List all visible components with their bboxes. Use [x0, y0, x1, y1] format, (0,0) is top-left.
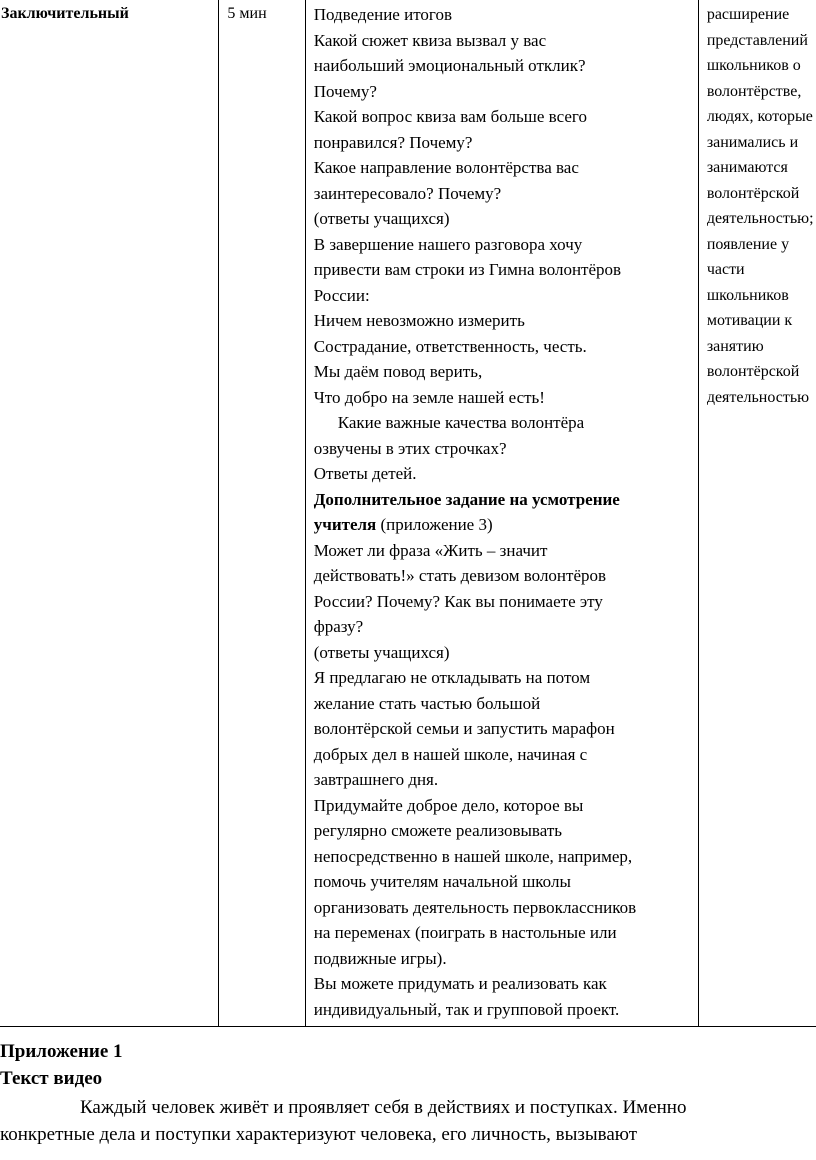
- content-line: привести вам строки из Гимна волонтёров: [313, 260, 622, 279]
- stage-name: Заключительный: [1, 5, 129, 22]
- content-line: организовать деятельность первоклассников: [313, 897, 637, 917]
- content-line: наибольший эмоциональный отклик?: [313, 56, 586, 75]
- result-line: появление у: [706, 235, 790, 253]
- content-line: Подведение итогов: [313, 5, 452, 24]
- content-line: (ответы учащихся): [313, 209, 450, 228]
- content-line: Какие важные качества волонтёра: [337, 413, 585, 432]
- appendix-paragraph: [0, 1094, 816, 1148]
- content-line: Может ли фраза «Жить – значит: [313, 540, 548, 560]
- content-line: Почему?: [313, 81, 377, 101]
- result-line: волонтёрской: [706, 363, 800, 380]
- paragraph-line: Каждый человек живёт и проявляет себя в действиях и поступках. Именно: [80, 1097, 687, 1118]
- content-line: Вы можете придумать и реализовать как: [313, 974, 607, 993]
- time-cell: [219, 0, 305, 1027]
- content-line: Ответы детей.: [313, 464, 417, 483]
- content-line: желание стать частью большой: [313, 693, 541, 713]
- content-line: Какое направление волонтёрства вас: [313, 158, 579, 177]
- content-cell: [305, 0, 698, 1027]
- result-line: занимаются: [706, 159, 788, 176]
- stage-cell: [0, 0, 219, 1027]
- results-text: [707, 2, 816, 410]
- content-line: индивидуальный, так и групповой проект.: [313, 999, 620, 1019]
- content-line: Какой сюжет квиза вызвал у вас: [313, 30, 547, 50]
- content-line: на переменах (поиграть в настольные или: [313, 923, 617, 942]
- content-line: Придумайте доброе дело, которое вы: [313, 795, 584, 815]
- extra-task-heading-end: учителя: [313, 515, 377, 534]
- result-line: школьников: [706, 286, 789, 304]
- content-line: Какой вопрос квиза вам больше всего: [313, 107, 587, 126]
- content-line: России:: [313, 285, 370, 305]
- content-line: России? Почему? Как вы понимаете эту: [313, 591, 603, 611]
- content-line: понравился? Почему?: [313, 132, 473, 152]
- appendix-reference: (приложение 3): [376, 515, 493, 534]
- paragraph-line: конкретные дела и поступки характеризуют человека, его личность, вызывают: [0, 1124, 638, 1145]
- stage-duration: 5 мин: [227, 5, 267, 22]
- content-line: помочь учителям начальной школы: [313, 872, 571, 891]
- result-line: мотивации к: [706, 312, 793, 329]
- result-line: занятию: [706, 337, 764, 355]
- content-line: волонтёрской семьи и запустить марафон: [313, 719, 615, 738]
- result-line: волонтёрской: [706, 184, 800, 202]
- appendix-subtitle: Текст видео: [0, 1068, 103, 1089]
- result-line: части: [706, 261, 745, 278]
- extra-task-heading: Дополнительное задание на усмотрение: [313, 489, 620, 509]
- content-line: озвучены в этих строчках?: [313, 438, 507, 458]
- content-line: регулярно сможете реализовывать: [313, 821, 563, 840]
- content-line: (ответы учащихся): [313, 642, 450, 662]
- content-line: заинтересовало? Почему?: [313, 183, 502, 203]
- appendix-section: [0, 1038, 816, 1148]
- result-line: представлений: [706, 31, 808, 49]
- result-line: школьников о: [706, 57, 801, 74]
- appendix-title: Приложение 1: [0, 1041, 123, 1062]
- result-line: деятельностью;: [706, 210, 814, 227]
- content-line: В завершение нашего разговора хочу: [313, 234, 583, 254]
- content-line: [314, 512, 690, 538]
- result-line: волонтёрстве,: [706, 82, 802, 100]
- content-line: завтрашнего дня.: [313, 770, 439, 789]
- result-line: занимались и: [706, 133, 799, 151]
- content-line: непосредственно в нашей школе, например,: [313, 846, 633, 866]
- result-line: деятельностью: [706, 388, 810, 406]
- content-line: Я предлагаю не откладывать на потом: [313, 668, 591, 687]
- results-cell: [698, 0, 816, 1027]
- content-line: фразу?: [313, 617, 364, 636]
- anthem-line: Ничем невозможно измерить: [313, 311, 525, 330]
- anthem-line: Что добро на земле нашей есть!: [313, 387, 545, 407]
- anthem-line: Сострадание, ответственность, честь.: [313, 336, 587, 356]
- content-line: действовать!» стать девизом волонтёров: [313, 566, 607, 585]
- content-line: подвижные игры).: [313, 948, 447, 968]
- anthem-line: Мы даём повод верить,: [313, 362, 483, 381]
- result-line: расширение: [706, 6, 790, 23]
- result-line: людях, которые: [706, 108, 813, 125]
- content-line: добрых дел в нашей школе, начиная с: [313, 744, 588, 764]
